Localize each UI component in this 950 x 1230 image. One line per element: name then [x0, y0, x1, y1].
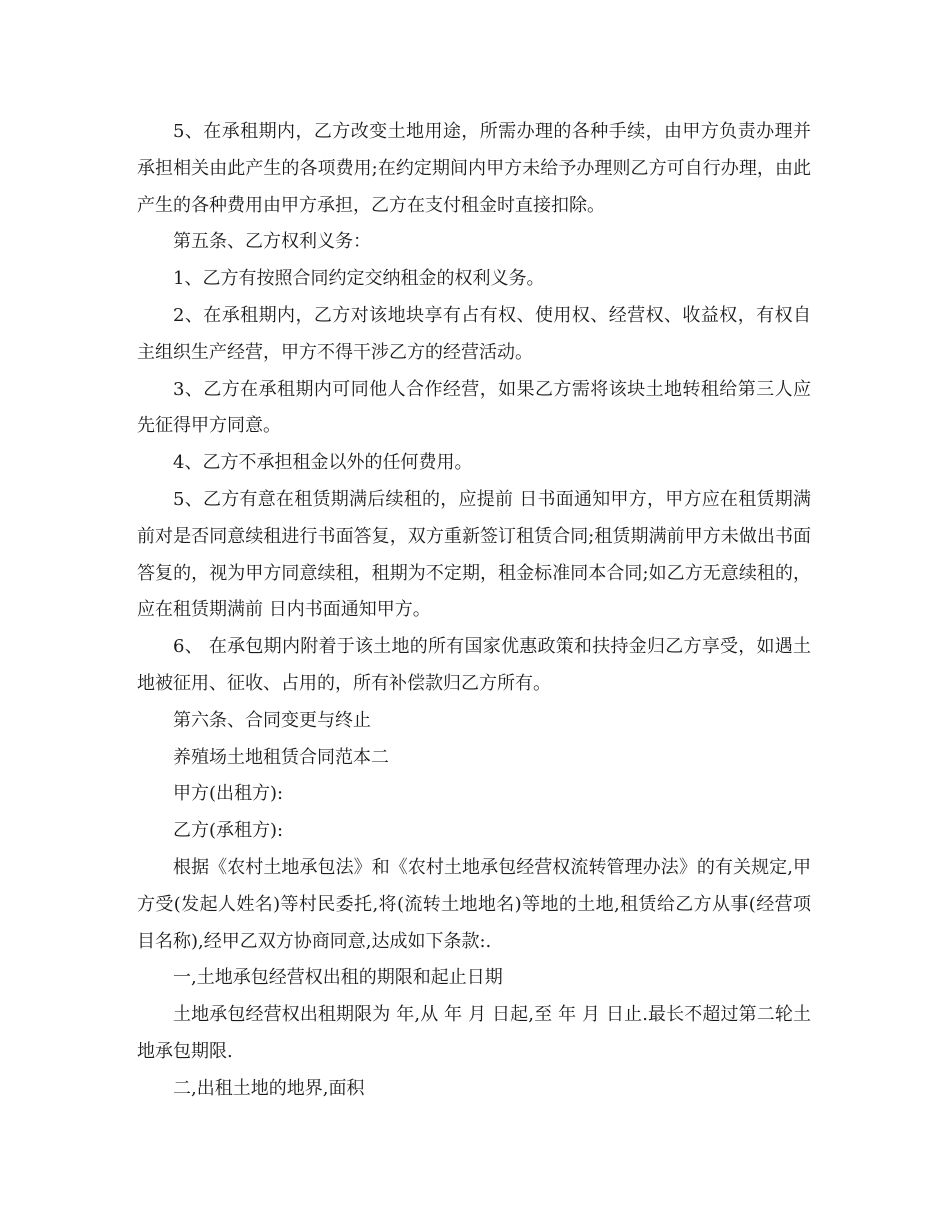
paragraph-clause-5-land-use: 5、在承租期内，乙方改变土地用途，所需办理的各种手续，由甲方负责办理并承担相关由此产生的各项费用;在约定期间内甲方未给予办理则乙方可自行办理，由此产生的各种费用由甲方承担，乙方在支付租金时直接扣除。 [137, 121, 811, 216]
paragraph-right-3: 3、乙方在承租期内可同他人合作经营，如果乙方需将该块土地转租给第三人应先征得甲方同意。 [137, 378, 811, 437]
paragraph-right-4: 4、乙方不承担租金以外的任何费用。 [173, 452, 473, 474]
document-subtitle: 养殖场土地租赁合同范本二 [173, 746, 389, 768]
paragraph-preamble: 根据《农村土地承包法》和《农村土地承包经营权流转管理办法》的有关规定,甲方受(发起人姓名)等村民委托,将(流转土地地名)等地的土地,租赁给乙方从事(经营项目名称),经甲乙双方协商同意,达成如下条款:. [137, 856, 811, 952]
paragraph-lease-term: 土地承包经营权出租期限为 年,从 年 月 日起,至 年 月 日止.最长不超过第二轮土地承包期限. [137, 1004, 811, 1062]
paragraph-right-6: 6、 在承包期内附着于该土地的所有国家优惠政策和扶持金归乙方享受，如遇土地被征用、征收、占用的，所有补偿款归乙方所有。 [137, 636, 811, 694]
party-a-line: 甲方(出租方): [173, 783, 284, 805]
document-body [137, 114, 811, 1108]
paragraph-right-2: 2、在承租期内，乙方对该地块享有占有权、使用权、经营权、收益权，有权自主组织生产经营，甲方不得干涉乙方的经营活动。 [137, 304, 811, 363]
party-b-line: 乙方(承租方): [173, 820, 284, 842]
paragraph-right-5: 5、乙方有意在租赁期满后续租的，应提前 日书面通知甲方，甲方应在租赁期满前对是否同意续租进行书面答复，双方重新签订租赁合同;租赁期满前甲方未做出书面答复的，视为甲方同意续租，租期为不定期，租金标准同本合同;如乙方无意续租的，应在租赁期满前 日内书面通知甲方。 [137, 488, 811, 621]
heading-section-1: 一,土地承包经营权出租的期限和起止日期 [173, 967, 503, 989]
heading-article-5: 第五条、乙方权利义务： [173, 231, 371, 253]
heading-article-6: 第六条、合同变更与终止 [173, 709, 371, 731]
paragraph-right-1: 1、乙方有按照合同约定交纳租金的权利义务。 [173, 268, 545, 290]
heading-section-2: 二,出租土地的地界,面积 [173, 1077, 365, 1099]
